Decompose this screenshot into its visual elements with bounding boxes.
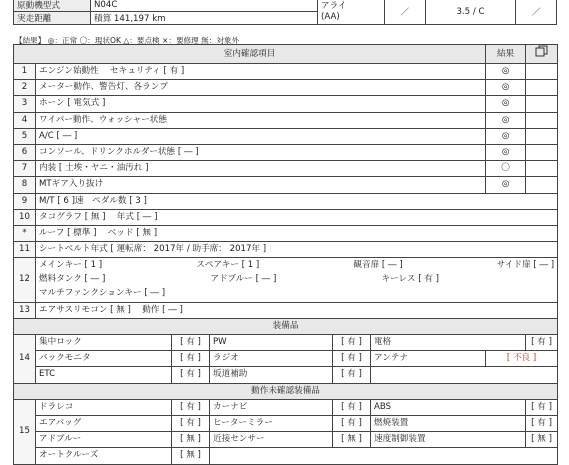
interior-row: 11 シートベルト年式 [ 運転席： 2017年 / 助手席： 2017年 ] bbox=[14, 242, 558, 258]
interior-row: 3 ホーン [ 電気式 ] ◎ bbox=[14, 96, 558, 112]
interior-row: 9 M/T [ 6 ]速 ペダル数 [ 3 ] bbox=[14, 193, 558, 209]
equipment-value: [ 有 ] bbox=[333, 351, 371, 367]
equipment-label: バックモニタ bbox=[36, 351, 172, 367]
copy-icon bbox=[535, 45, 549, 63]
interior-item-result: ◎ bbox=[486, 64, 526, 80]
interior-item-text: ホーン [ 電気式 ] bbox=[36, 96, 486, 112]
interior-item-text: ルーフ [ 標準 ] ベッド [ 無 ] bbox=[36, 225, 558, 241]
mileage-value: 積算 141,197 km bbox=[91, 12, 318, 25]
equipment-section-header: 装備品 bbox=[14, 318, 558, 334]
equipment-label: 集中ロック bbox=[36, 335, 172, 351]
interior-row: 8 MTギア入り抜け ◎ bbox=[14, 177, 558, 193]
unconfirmed-label: カーナビ bbox=[210, 399, 333, 415]
unconfirmed-value: [ 有 ] bbox=[526, 415, 558, 431]
interior-row: 4 ワイパー動作、ウォッシャー状態 ◎ bbox=[14, 112, 558, 128]
result-column-header: 結果 bbox=[486, 45, 526, 64]
keyless: キーレス [ 有 ] bbox=[381, 274, 439, 285]
adblue: アドブルー [ ― ] bbox=[210, 274, 277, 285]
interior-item-result: ◎ bbox=[486, 80, 526, 96]
engine-model-label: 原動機型式 bbox=[14, 0, 91, 12]
side-door: サイド扉 [ ― ] bbox=[496, 260, 555, 271]
interior-item-text: ワイパー動作、ウォッシャー状態 bbox=[36, 112, 486, 128]
unconfirmed-label: ドラレコ bbox=[36, 399, 172, 415]
copy-button[interactable] bbox=[526, 45, 558, 64]
interior-item-result: ◎ bbox=[486, 177, 526, 193]
unconfirmed-row: 15 ドラレコ [ 有 ] カーナビ [ 有 ] ABS [ 有 ] bbox=[14, 399, 558, 415]
air-suspension-remote: エアサスリモコン [ 無 ] 動作 [ ― ] bbox=[36, 302, 558, 318]
result-legend: 【結果】 ◎：正常 〇：現状OK △：要点検 ×：要修理 無：対象外 bbox=[15, 36, 240, 45]
rear-door: 観音扉 [ ― ] bbox=[353, 260, 403, 271]
interior-row: 5 A/C [ ― ] ◎ bbox=[14, 128, 558, 144]
interior-row: * ルーフ [ 標準 ] ベッド [ 無 ] bbox=[14, 225, 558, 241]
interior-item-text: メーター動作、警告灯、各ランプ bbox=[36, 80, 486, 96]
interior-item-text: 内装 [ 土埃・ヤニ・油汚れ ] bbox=[36, 161, 486, 177]
equipment-row bbox=[14, 351, 558, 367]
unconfirmed-label: ABS bbox=[371, 399, 526, 415]
unconfirmed-label: ヒーターミラー bbox=[210, 415, 333, 431]
unconfirmed-value: [ 無 ] bbox=[526, 432, 558, 448]
interior-row: 13 エアサスリモコン [ 無 ] 動作 [ ― ] bbox=[14, 302, 558, 318]
interior-row: 6 コンソール、ドリンクホルダー状態 [ ― ] ◎ bbox=[14, 144, 558, 160]
interior-row: 10 タコグラフ [ 無 ] 年式 [ ― ] bbox=[14, 209, 558, 225]
unconfirmed-row bbox=[14, 448, 558, 464]
interior-row: 2 メーター動作、警告灯、各ランプ ◎ bbox=[14, 80, 558, 96]
interior-item-text: タコグラフ [ 無 ] 年式 [ ― ] bbox=[36, 209, 558, 225]
equipment-label: PW bbox=[210, 335, 333, 351]
inspection-table bbox=[13, 44, 558, 465]
interior-row: 7 内装 [ 土埃・ヤニ・油汚れ ] 〇 bbox=[14, 161, 558, 177]
alignment-value: 3.5 / C bbox=[425, 0, 516, 25]
unconfirmed-row bbox=[14, 432, 558, 448]
unconfirmed-value: [ 無 ] bbox=[172, 448, 210, 464]
unconfirmed-value: [ 無 ] bbox=[333, 432, 371, 448]
interior-item-text: コンソール、ドリンクホルダー状態 [ ― ] bbox=[36, 144, 486, 160]
alignment-slash-2: ／ bbox=[516, 0, 557, 25]
mileage-label: 実走距離 bbox=[14, 12, 91, 25]
equipment-label: アンテナ bbox=[371, 351, 486, 367]
keys-details bbox=[36, 258, 558, 302]
equipment-value: [ 有 ] bbox=[172, 335, 210, 351]
unconfirmed-row bbox=[14, 415, 558, 431]
unconfirmed-label: 速度制御装置 bbox=[371, 432, 526, 448]
interior-item-text: M/T [ 6 ]速 ペダル数 [ 3 ] bbox=[36, 193, 558, 209]
interior-item-text: A/C [ ― ] bbox=[36, 128, 486, 144]
equipment-label: ETC bbox=[36, 367, 172, 383]
unconfirmed-value: [ 有 ] bbox=[526, 399, 558, 415]
unconfirmed-value: [ 有 ] bbox=[172, 415, 210, 431]
engine-model-value: N04C bbox=[91, 0, 318, 12]
interior-item-text: MTギア入り抜け bbox=[36, 177, 486, 193]
equipment-row bbox=[14, 367, 558, 383]
interior-item-result: ◎ bbox=[486, 144, 526, 160]
equipment-value: [ 有 ] bbox=[172, 351, 210, 367]
unconfirmed-value: [ 有 ] bbox=[333, 415, 371, 431]
unconfirmed-label: 近接センサー bbox=[210, 432, 333, 448]
fuel-tank: 燃料タンク [ ― ] bbox=[39, 274, 106, 285]
keys-row: 12 メインキー [ 1 ] スペアキー [ 1 ] 観音扉 [ ― ] サイド扉 [ ― ] 燃料タンク [ ― ] アドブルー [ ― ] キーレス [ 有 ] マルチファンクションキー [ ― ] bbox=[14, 258, 558, 302]
equipment-label: 坂道補助 bbox=[210, 367, 333, 383]
antenna-status: [ 不良 ] bbox=[486, 351, 558, 367]
interior-row: 1 エンジン始動性 セキュリティ [ 有 ] ◎ bbox=[14, 64, 558, 80]
spare-key: スペアキー [ 1 ] bbox=[196, 260, 260, 271]
alignment-label: アライ (AA) bbox=[318, 0, 385, 25]
multi-function-key: マルチファンクションキー [ ― ] bbox=[39, 287, 166, 298]
unconfirmed-label: オートクルーズ bbox=[36, 448, 172, 464]
unconfirmed-label: アドブルー bbox=[36, 432, 172, 448]
unconfirmed-label: エアバッグ bbox=[36, 415, 172, 431]
unconfirmed-section-header: 動作未確認装備品 bbox=[14, 383, 558, 399]
unconfirmed-value: [ 有 ] bbox=[333, 399, 371, 415]
interior-item-result: ◎ bbox=[486, 128, 526, 144]
vehicle-info-table bbox=[13, 0, 557, 25]
unconfirmed-label: 燃焼装置 bbox=[371, 415, 526, 431]
interior-section-header: 室内確認項目 bbox=[14, 45, 486, 64]
equipment-value: [ 有 ] bbox=[526, 335, 558, 351]
interior-item-text: シートベルト年式 [ 運転席： 2017年 / 助手席： 2017年 ] bbox=[36, 242, 558, 258]
alignment-slash-1: ／ bbox=[385, 0, 426, 25]
equipment-value: [ 有 ] bbox=[333, 335, 371, 351]
interior-item-result: 〇 bbox=[486, 161, 526, 177]
main-key: メインキー [ 1 ] bbox=[39, 260, 103, 271]
interior-item-result: ◎ bbox=[486, 112, 526, 128]
equipment-label: ラジオ bbox=[210, 351, 333, 367]
equipment-value: [ 有 ] bbox=[333, 367, 371, 383]
equipment-row: 14 集中ロック [ 有 ] PW [ 有 ] 電格 [ 有 ] bbox=[14, 335, 558, 351]
interior-item-text: エンジン始動性 セキュリティ [ 有 ] bbox=[36, 64, 486, 80]
interior-item-result: ◎ bbox=[486, 96, 526, 112]
unconfirmed-value: [ 有 ] bbox=[172, 399, 210, 415]
unconfirmed-value: [ 無 ] bbox=[172, 432, 210, 448]
equipment-value: [ 有 ] bbox=[172, 367, 210, 383]
equipment-label: 電格 bbox=[371, 335, 526, 351]
